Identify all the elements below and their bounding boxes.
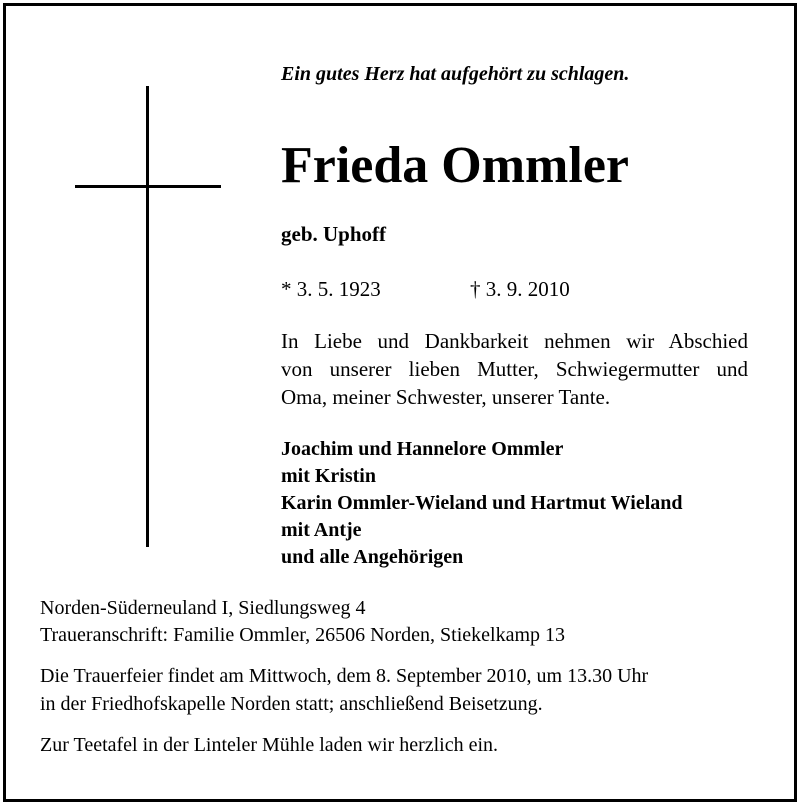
death-date: † 3. 9. 2010	[470, 277, 570, 301]
mourner-line: mit Antje	[281, 519, 362, 541]
tribute-line: In Liebe und Dankbarkeit nehmen wir Abschied	[281, 329, 748, 353]
cross-horizontal-bar	[75, 185, 221, 188]
mourner-line: mit Kristin	[281, 465, 376, 487]
deceased-name: Frieda Ommler	[281, 137, 629, 194]
tribute-line: Oma, meiner Schwester, unserer Tante.	[281, 385, 611, 409]
tea-invitation: Zur Teetafel in der Linteler Mühle laden wir herzlich ein.	[40, 734, 499, 756]
tribute-text	[281, 327, 748, 411]
birth-date: * 3. 5. 1923	[281, 277, 381, 301]
maiden-name: geb. Uphoff	[281, 222, 387, 246]
service-info-line: Die Trauerfeier findet am Mittwoch, dem 8. September 2010, um 13.30 Uhr	[40, 665, 649, 687]
mourner-line: Karin Ommler-Wieland und Hartmut Wieland	[281, 492, 683, 514]
service-info-line: in der Friedhofskapelle Norden statt; anschließend Beisetzung.	[40, 693, 543, 715]
motto: Ein gutes Herz hat aufgehört zu schlagen.	[281, 63, 630, 85]
cross-vertical-bar	[146, 86, 149, 547]
mourner-line: und alle Angehörigen	[281, 546, 464, 568]
mourner-line: Joachim und Hannelore Ommler	[281, 438, 564, 460]
tribute-line: von unserer lieben Mutter, Schwiegermutter und	[281, 357, 748, 381]
mourners-list	[281, 436, 683, 571]
residence-address: Norden-Süderneuland I, Siedlungsweg 4	[40, 597, 366, 619]
mourning-address: Traueranschrift: Familie Ommler, 26506 Norden, Stiekelkamp 13	[40, 624, 566, 646]
